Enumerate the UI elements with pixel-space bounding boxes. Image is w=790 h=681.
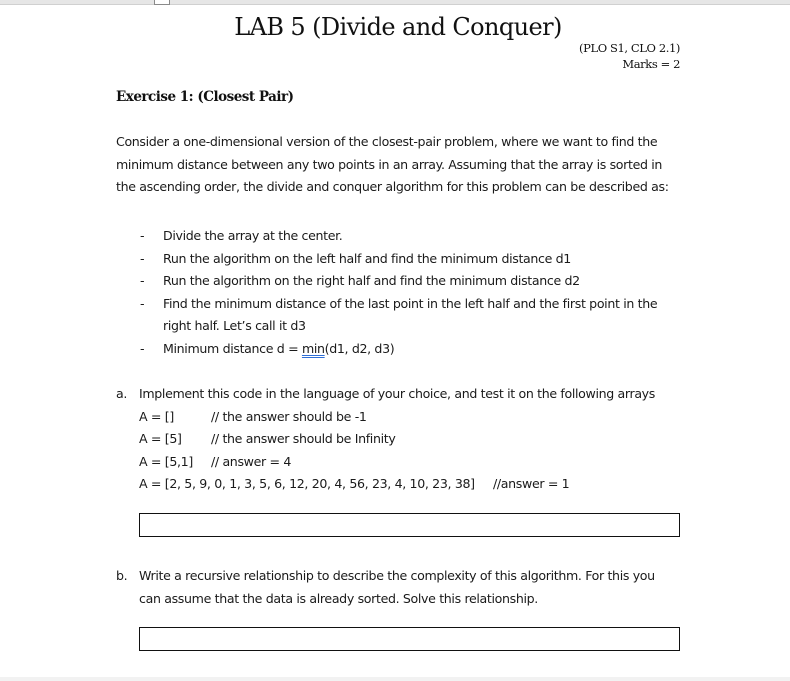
answer-box-b[interactable] bbox=[139, 627, 680, 651]
bullet-dash: - bbox=[140, 340, 145, 356]
step-text: Run the algorithm on the right half and find the minimum distance d2 bbox=[163, 273, 580, 289]
bullet-dash: - bbox=[140, 273, 145, 289]
list-item bbox=[140, 293, 700, 316]
grammar-flagged-word[interactable]: min bbox=[301, 340, 325, 356]
question-a bbox=[116, 383, 696, 496]
algorithm-steps-list bbox=[140, 225, 700, 361]
page-title: LAB 5 (Divide and Conquer) bbox=[234, 13, 562, 41]
marks-label: Marks = 2 bbox=[622, 57, 680, 71]
list-marker: a. bbox=[116, 386, 128, 401]
test-case-row bbox=[116, 473, 696, 496]
question-text: Implement this code in the language of your choice, and test it on the following arrays bbox=[139, 386, 656, 401]
intro-paragraph bbox=[116, 131, 696, 199]
page-bottom-edge bbox=[0, 677, 790, 681]
bullet-dash: - bbox=[140, 228, 145, 243]
step-text: Find the minimum distance of the last point in the left half and the first point in the bbox=[163, 295, 658, 311]
step-text: Divide the array at the center. bbox=[163, 228, 343, 243]
exercise-heading: Exercise 1: (Closest Pair) bbox=[116, 89, 294, 105]
question-text: can assume that the data is already sorted. Solve this relationship. bbox=[139, 590, 538, 606]
test-array: A = [2, 5, 9, 0, 1, 3, 5, 6, 12, 20, 4, 56, 23, 4, 10, 23, 38] bbox=[139, 476, 475, 492]
list-item bbox=[140, 338, 700, 361]
test-comment: // the answer should be Infinity bbox=[211, 431, 396, 447]
question-b-prompt bbox=[116, 565, 696, 610]
test-case-row bbox=[116, 451, 696, 474]
step-text: Run the algorithm on the left half and find the minimum distance d1 bbox=[163, 250, 571, 266]
question-text: Write a recursive relationship to describe the complexity of this algorithm. For this you bbox=[139, 568, 655, 583]
question-a-prompt bbox=[116, 383, 696, 406]
test-comment: // the answer should be -1 bbox=[211, 408, 367, 424]
list-item-continuation bbox=[140, 315, 700, 338]
answer-box-a[interactable] bbox=[139, 513, 680, 537]
test-array: A = [] bbox=[139, 408, 174, 424]
question-b bbox=[116, 565, 696, 610]
bullet-dash: - bbox=[140, 295, 145, 311]
list-item bbox=[140, 225, 700, 248]
list-marker: b. bbox=[116, 568, 128, 583]
step-text-prefix: Minimum distance d = bbox=[163, 340, 302, 356]
test-comment: // answer = 4 bbox=[211, 453, 291, 469]
test-comment: //answer = 1 bbox=[493, 476, 570, 492]
step-text-suffix: (d1, d2, d3) bbox=[324, 340, 395, 356]
intro-line: minimum distance between any two points in an array. Assuming that the array is sorted in bbox=[116, 156, 663, 172]
bullet-dash: - bbox=[140, 250, 145, 266]
test-case-row bbox=[116, 406, 696, 429]
intro-line: Consider a one-dimensional version of the closest-pair problem, where we want to find the bbox=[116, 134, 658, 149]
intro-line: the ascending order, the divide and conquer algorithm for this problem can be described as: bbox=[116, 179, 669, 194]
step-text: right half. Let’s call it d3 bbox=[163, 318, 306, 334]
list-item bbox=[140, 270, 700, 293]
test-array: A = [5,1] bbox=[139, 453, 193, 469]
test-array: A = [5] bbox=[139, 431, 182, 447]
list-item bbox=[140, 248, 700, 271]
plo-clo-label: (PLO S1, CLO 2.1) bbox=[579, 41, 680, 55]
test-case-row bbox=[116, 428, 696, 451]
